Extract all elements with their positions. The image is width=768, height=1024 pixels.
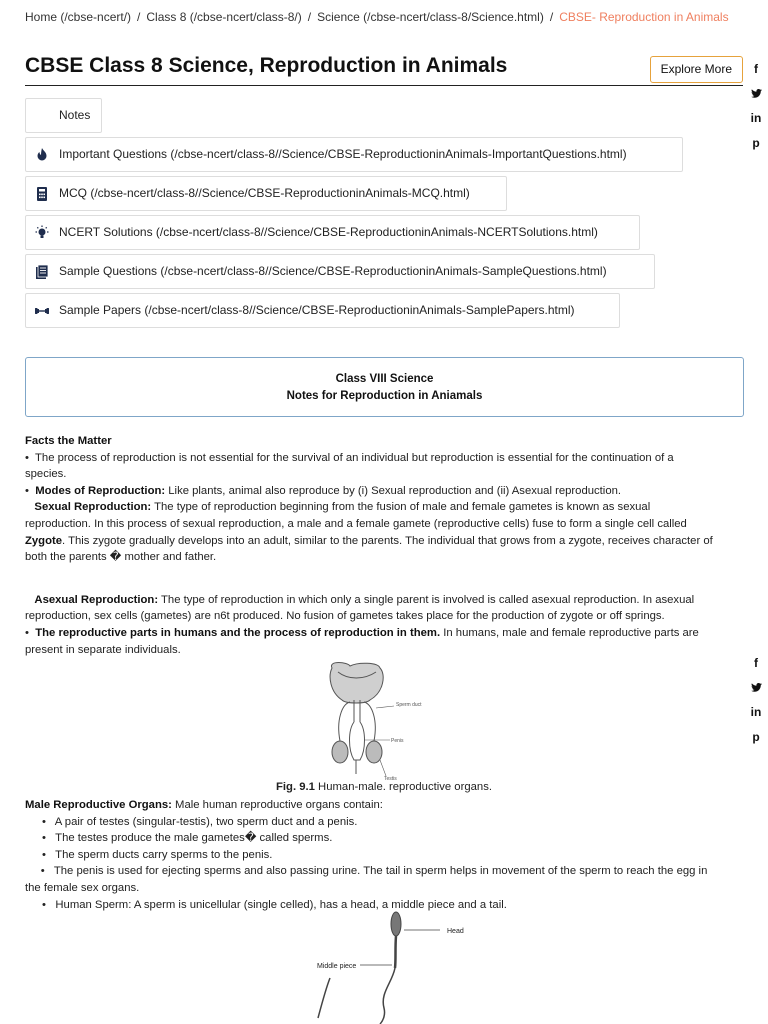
breadcrumb-current: CBSE- Reproduction in Animals <box>559 10 729 24</box>
facebook-icon[interactable]: f <box>754 62 758 76</box>
facts-heading <box>25 433 715 450</box>
fig1-label-sperm-duct: Sperm duct <box>396 702 422 708</box>
sexual-text-b: . This zygote gradually develops into an adult, similar to the parents. The individual that grows from a zygote, receives character of both the parents � mother and father. <box>25 534 713 564</box>
paragraph-sexual <box>25 499 715 565</box>
nav-important-questions-label: Important Questions (/cbse-ncert/class-8//Science/CBSE-ReproductioninAnimals-ImportantQuestions.html) <box>59 147 627 161</box>
male-organs-section <box>25 797 715 913</box>
social-share-top <box>748 57 764 155</box>
list-item: • The sperm ducts carry sperms to the penis. <box>42 848 273 861</box>
fig1-label-penis: Penis <box>391 738 404 744</box>
list-item-text: The testes produce the male gametes� called sperms. <box>55 832 333 845</box>
linkedin-icon[interactable]: in <box>750 111 762 125</box>
repro-parts-text: In humans, male and female reproductive parts are present in separate individuals. <box>25 626 699 656</box>
asexual-text: The type of reproduction in which only a single parent is involved is called asexual reproduction. In asexual reproduction, sex cells (gametes) are n6t produced. No fusion of gametes takes place for the production of zygote or off springs. <box>25 593 695 623</box>
breadcrumb-separator: / <box>137 10 141 24</box>
list-item: • Human Sperm: A sperm is unicellular (single celled), has a head, a middle piece and a tail. <box>42 898 507 911</box>
facebook-icon[interactable]: f <box>754 656 758 670</box>
nav-notes-label: Notes <box>59 108 91 122</box>
nav-sample-questions[interactable] <box>25 254 655 289</box>
nav-important-questions[interactable] <box>25 137 683 172</box>
spacer <box>25 566 715 592</box>
asexual-label: Asexual Reproduction: <box>34 593 159 606</box>
linkedin-icon[interactable]: in <box>750 705 762 719</box>
list-item-text: The penis is used for ejecting sperms and also passing urine. The tail in sperm helps in movement of the sperm to reach the egg in the female sex organs. <box>25 865 708 894</box>
nav-mcq-label: MCQ (/cbse-ncert/class-8//Science/CBSE-ReproductioninAnimals-MCQ.html) <box>59 186 470 200</box>
pinterest-icon[interactable]: p <box>752 135 760 150</box>
twitter-glyph <box>751 89 762 98</box>
modes-label: Modes of Reproduction: <box>35 484 166 497</box>
fig2-label-head: Head <box>447 928 464 935</box>
paragraph-reproduction-text: The process of reproduction is not essential for the survival of an individual but reproduction is essential for the continuation of a species. <box>25 451 674 481</box>
list-item-text: A pair of testes (singular-testis), two sperm duct and a penis. <box>54 815 358 828</box>
list-item: • The testes produce the male gametes� called sperms. <box>42 832 333 845</box>
pinterest-icon[interactable]: p <box>752 729 760 744</box>
list-item-text: The sperm ducts carry sperms to the penis. <box>55 848 273 861</box>
fire-icon <box>34 147 50 163</box>
list-item: • A pair of testes (singular-testis), two sperm duct and a penis. <box>42 815 358 828</box>
figure-caption-text: Human-male. reproductive organs. <box>314 781 492 793</box>
sexual-text-a: The type of reproduction beginning from the fusion of male and female gametes is known as sexual reproduction. In this process of sexual reproduction, a male and a female gamete (reproductive cells) fuse to form a single cell called <box>25 501 687 530</box>
calculator-icon <box>34 186 50 202</box>
repro-parts-label: The reproductive parts in humans and the process of reproduction in them. <box>35 626 441 639</box>
modes-text: Like plants, animal also reproduce by (i) Sexual reproduction and (ii) Asexual reproduction. <box>165 484 622 497</box>
breadcrumb-home-link[interactable]: Home (/cbse-ncert/) <box>25 10 132 24</box>
breadcrumb-science-link[interactable]: Science (/cbse-ncert/class-8/Science.html) <box>317 10 544 24</box>
class-info-box <box>25 357 744 417</box>
figure-caption-number: Fig. 9.1 <box>276 781 315 793</box>
title-bar <box>25 52 743 86</box>
male-organs-text: Male human reproductive organs contain: <box>171 799 383 811</box>
page-title: CBSE Class 8 Science, Reproduction in Animals <box>25 54 508 77</box>
nav-sample-papers[interactable] <box>25 293 620 328</box>
zygote-word: Zygote <box>25 534 63 547</box>
figure-caption <box>0 781 768 793</box>
twitter-icon[interactable] <box>748 676 764 701</box>
class-box-subtitle: Notes for Reproduction in Aniamals <box>286 390 483 402</box>
fig2-label-middle-piece: Middle piece <box>317 963 357 970</box>
dumbbell-icon <box>34 303 50 319</box>
male-organs-intro <box>25 797 715 814</box>
nav-sample-questions-label: Sample Questions (/cbse-ncert/class-8//Science/CBSE-ReproductioninAnimals-SampleQuestions.html) <box>59 264 607 278</box>
breadcrumb-class8-link[interactable]: Class 8 (/cbse-ncert/class-8/) <box>146 10 302 24</box>
lightbulb-icon <box>34 225 50 241</box>
notes-content <box>25 433 715 658</box>
breadcrumb-separator: / <box>307 10 312 24</box>
nav-notes[interactable] <box>25 98 102 133</box>
paragraph-modes: • Modes of Reproduction: Like plants, animal also reproduce by (i) Sexual reproduction and (ii) Asexual reproduction. <box>25 484 622 497</box>
sexual-label: Sexual Reproduction: <box>34 501 152 514</box>
paragraph-repro-parts: • The reproductive parts in humans and the process of reproduction in them. In humans, male and female reproductive parts are present in separate individuals. <box>25 626 699 656</box>
human-sperm-figure <box>300 908 480 1024</box>
male-organs-label: Male Reproductive Organs: <box>25 799 172 811</box>
male-reproductive-organs-figure <box>318 660 422 782</box>
list-item-text: Human Sperm: A sperm is unicellular (single celled), has a head, a middle piece and a tail. <box>55 898 507 911</box>
class-box-title: Class VIII Science <box>335 373 434 385</box>
explore-more-button[interactable]: Explore More <box>650 56 743 83</box>
breadcrumb-separator: / <box>549 10 554 24</box>
paragraph-asexual <box>25 592 715 625</box>
document-icon <box>34 264 50 280</box>
facts-heading-text: Facts the Matter <box>25 435 112 447</box>
nav-sample-papers-label: Sample Papers (/cbse-ncert/class-8//Science/CBSE-ReproductioninAnimals-SamplePapers.html) <box>59 303 575 317</box>
nav-ncert-solutions-label: NCERT Solutions (/cbse-ncert/class-8//Science/CBSE-ReproductioninAnimals-NCERTSolutions.html) <box>59 225 598 239</box>
list-item: • The penis is used for ejecting sperms and also passing urine. The tail in sperm helps in movement of the sperm to reach the egg in the female sex organs. <box>25 865 708 894</box>
fig1-label-testis: Testis <box>384 776 397 782</box>
paragraph-reproduction: • The process of reproduction is not essential for the survival of an individual but reproduction is essential for the continuation of a species. <box>25 451 674 481</box>
breadcrumb <box>25 10 729 24</box>
nav-ncert-solutions[interactable] <box>25 215 640 250</box>
nav-mcq[interactable] <box>25 176 507 211</box>
twitter-icon[interactable] <box>748 82 764 107</box>
social-share-bottom <box>748 651 764 749</box>
twitter-glyph <box>751 683 762 692</box>
